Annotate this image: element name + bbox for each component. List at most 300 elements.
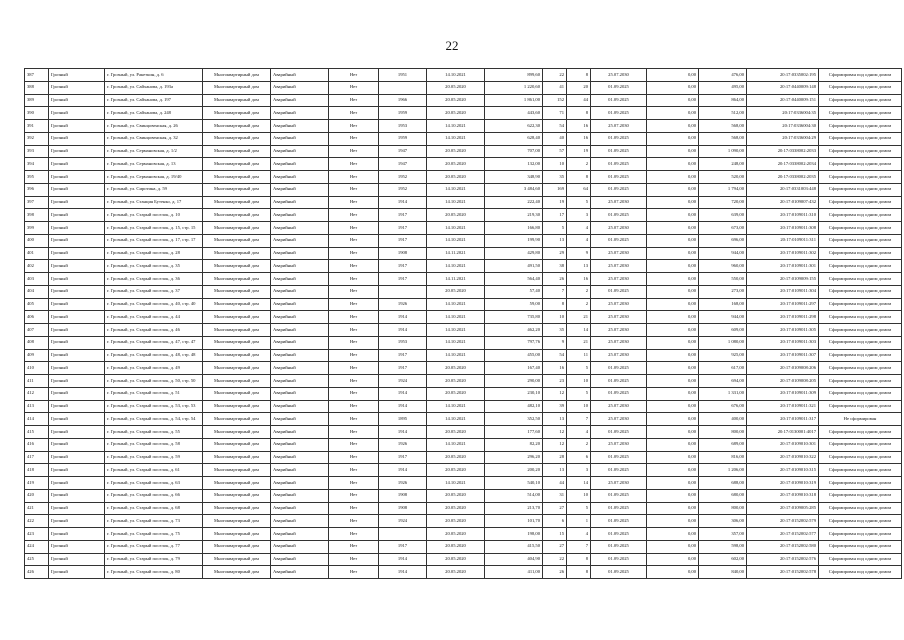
apartments-cell: 8	[567, 107, 591, 120]
building-type-cell: Многоквартирный дом	[203, 362, 271, 375]
resettlement-date-cell: 01.09.2025	[591, 171, 647, 184]
recognition-date-cell: 20.05.2020	[427, 158, 485, 171]
condition-cell: Аварийный	[271, 247, 329, 260]
condition-cell: Аварийный	[271, 298, 329, 311]
land-status-cell: Сформирован под одним домом	[819, 132, 902, 145]
cadastral-number-cell: 20:17:0109011:305	[747, 324, 819, 337]
page-number: 22	[445, 38, 459, 53]
residents-cell: 16	[543, 362, 567, 375]
address-cell: г. Грозный, ул. Старый поселок, д. 79	[105, 553, 203, 566]
building-type-cell: Многоквартирный дом	[203, 515, 271, 528]
land-area-cell: 602,00	[699, 553, 747, 566]
year-cell: 1917	[379, 209, 427, 222]
table-row	[25, 464, 902, 477]
flag-cell: Нет	[329, 464, 379, 477]
resettlement-date-cell: 01.09.2025	[591, 489, 647, 502]
land-area-cell: 568,00	[699, 120, 747, 133]
city-cell: Грозный	[49, 502, 105, 515]
residents-cell: 39	[543, 400, 567, 413]
area-cell: 348,90	[485, 171, 543, 184]
recognition-date-cell: 20.05.2020	[427, 528, 485, 541]
flag-cell: Нет	[329, 158, 379, 171]
land-area-cell: 306,00	[699, 515, 747, 528]
apartments-cell: 16	[567, 273, 591, 286]
table-row	[25, 362, 902, 375]
residents-cell: 169	[543, 183, 567, 196]
land-area-cell: 960,00	[699, 260, 747, 273]
year-cell: 1924	[379, 375, 427, 388]
resettlement-date-cell: 25.07.2030	[591, 477, 647, 490]
cadastral-number-cell: 20:17:0109010:318	[747, 489, 819, 502]
residents-cell: 35	[543, 171, 567, 184]
year-cell: 1953	[379, 336, 427, 349]
area-cell: 213,70	[485, 502, 543, 515]
amount-cell: 0,00	[647, 438, 699, 451]
recognition-date-cell: 20.05.2020	[427, 107, 485, 120]
address-cell: г. Грозный, ул. Свинцовенская, д. 26	[105, 120, 203, 133]
land-status-cell: Сформирован под одним домом	[819, 477, 902, 490]
apartments-cell: 14	[567, 477, 591, 490]
row-number-cell: 399	[25, 222, 49, 235]
year-cell	[379, 528, 427, 541]
resettlement-date-cell: 01.09.2025	[591, 540, 647, 553]
cadastral-number-cell: 20:17:0338002:2034	[747, 158, 819, 171]
land-area-cell: 598,00	[699, 540, 747, 553]
city-cell: Грозный	[49, 196, 105, 209]
residents-cell: 8	[543, 298, 567, 311]
condition-cell: Аварийный	[271, 336, 329, 349]
flag-cell: Нет	[329, 438, 379, 451]
year-cell: 1914	[379, 324, 427, 337]
row-number-cell: 387	[25, 69, 49, 82]
recognition-date-cell: 20.05.2020	[427, 145, 485, 158]
building-type-cell: Многоквартирный дом	[203, 183, 271, 196]
amount-cell: 0,00	[647, 273, 699, 286]
area-cell: 411,00	[485, 566, 543, 579]
apartments-cell: 16	[567, 132, 591, 145]
cadastral-number-cell: 20:17:0338002:2035	[747, 171, 819, 184]
amount-cell: 0,00	[647, 400, 699, 413]
cadastral-number-cell: 20:17:0130001:4017	[747, 426, 819, 439]
land-status-cell: Сформирован под одним домом	[819, 273, 902, 286]
building-type-cell: Многоквартирный дом	[203, 489, 271, 502]
resettlement-date-cell: 25.07.2030	[591, 438, 647, 451]
city-cell: Грозный	[49, 260, 105, 273]
cadastral-number-cell: 20:17:0440009:151	[747, 94, 819, 107]
land-status-cell: Сформирован под одним домом	[819, 145, 902, 158]
condition-cell: Аварийный	[271, 413, 329, 426]
residents-cell: 22	[543, 69, 567, 82]
amount-cell: 0,00	[647, 260, 699, 273]
residents-cell: 13	[543, 464, 567, 477]
address-cell: г. Грозный, ул. Сермановская, д. 19/40	[105, 171, 203, 184]
area-cell: 3 484,60	[485, 183, 543, 196]
residents-cell: 40	[543, 132, 567, 145]
residents-cell: 152	[543, 94, 567, 107]
condition-cell: Аварийный	[271, 515, 329, 528]
recognition-date-cell: 20.05.2020	[427, 94, 485, 107]
land-status-cell: Сформирован под одним домом	[819, 107, 902, 120]
table-row	[25, 285, 902, 298]
condition-cell: Аварийный	[271, 464, 329, 477]
apartments-cell: 4	[567, 222, 591, 235]
apartments-cell: 7	[567, 540, 591, 553]
address-cell: г. Грозный, ул. Старый поселок, д. 61	[105, 464, 203, 477]
area-cell: 899,60	[485, 69, 543, 82]
table-row	[25, 336, 902, 349]
area-cell: 404,90	[485, 553, 543, 566]
resettlement-date-cell: 01.09.2025	[591, 132, 647, 145]
address-cell: г. Грозный, ул. Старый поселок, д. 35	[105, 260, 203, 273]
resettlement-date-cell: 01.09.2025	[591, 81, 647, 94]
row-number-cell: 420	[25, 489, 49, 502]
amount-cell: 0,00	[647, 528, 699, 541]
area-cell: 230,10	[485, 387, 543, 400]
flag-cell: Нет	[329, 183, 379, 196]
year-cell: 1917	[379, 222, 427, 235]
table-row	[25, 489, 902, 502]
cadastral-number-cell: 20:17:0109007:432	[747, 196, 819, 209]
land-status-cell: Сформирован под одним домом	[819, 553, 902, 566]
cadastral-number-cell: 20:17:0152002:576	[747, 553, 819, 566]
condition-cell: Аварийный	[271, 566, 329, 579]
apartments-cell: 5	[567, 387, 591, 400]
flag-cell: Нет	[329, 400, 379, 413]
cadastral-number-cell: 20:17:0152002:580	[747, 540, 819, 553]
address-cell: г. Грозный, ул. Старый поселок, д. 36	[105, 273, 203, 286]
address-cell: г. Грозный, ул. Старый поселок, д. 40, стр. 40	[105, 298, 203, 311]
area-cell: 199,90	[485, 234, 543, 247]
year-cell: 1914	[379, 311, 427, 324]
resettlement-date-cell: 01.09.2025	[591, 528, 647, 541]
cadastral-number-cell: 20:17:0109011:310	[747, 209, 819, 222]
residents-cell: 29	[543, 247, 567, 260]
apartments-cell: 8	[567, 566, 591, 579]
recognition-date-cell: 20.05.2020	[427, 426, 485, 439]
condition-cell: Аварийный	[271, 400, 329, 413]
recognition-date-cell: 14.10.2021	[427, 234, 485, 247]
year-cell: 1914	[379, 387, 427, 400]
recognition-date-cell: 14.10.2021	[427, 69, 485, 82]
year-cell: 1917	[379, 273, 427, 286]
apartments-cell: 5	[567, 502, 591, 515]
condition-cell: Аварийный	[271, 183, 329, 196]
resettlement-date-cell: 01.09.2025	[591, 234, 647, 247]
cadastral-number-cell: 20:17:0109010:315	[747, 464, 819, 477]
land-area-cell: 720,00	[699, 196, 747, 209]
recognition-date-cell: 20.05.2020	[427, 464, 485, 477]
cadastral-number-cell: 20:17:0152002:577	[747, 528, 819, 541]
land-area-cell: 639,00	[699, 209, 747, 222]
amount-cell: 0,00	[647, 477, 699, 490]
address-cell: г. Грозный, ул. Старый поселок, д. 54, стр. 54	[105, 413, 203, 426]
flag-cell: Нет	[329, 349, 379, 362]
apartments-cell: 8	[567, 171, 591, 184]
area-cell: 1 220,60	[485, 81, 543, 94]
building-type-cell: Многоквартирный дом	[203, 107, 271, 120]
address-cell: г. Грозный, ул. Сайханова, д. 248	[105, 107, 203, 120]
apartments-cell: 64	[567, 183, 591, 196]
apartments-cell: 10	[567, 375, 591, 388]
year-cell: 1953	[379, 120, 427, 133]
row-number-cell: 419	[25, 477, 49, 490]
resettlement-date-cell: 25.07.2030	[591, 400, 647, 413]
condition-cell: Аварийный	[271, 171, 329, 184]
year-cell: 1914	[379, 464, 427, 477]
city-cell: Грозный	[49, 413, 105, 426]
building-type-cell: Многоквартирный дом	[203, 566, 271, 579]
address-cell: г. Грозный, ул. Старый поселок, д. 50, стр. 50	[105, 375, 203, 388]
table-row	[25, 400, 902, 413]
recognition-date-cell: 20.05.2020	[427, 362, 485, 375]
year-cell: 1917	[379, 451, 427, 464]
recognition-date-cell: 20.05.2020	[427, 387, 485, 400]
amount-cell: 0,00	[647, 298, 699, 311]
land-status-cell: Сформирован под одним домом	[819, 349, 902, 362]
city-cell: Грозный	[49, 94, 105, 107]
cadastral-number-cell: 20:17:0109011:317	[747, 413, 819, 426]
address-cell: г. Грозный, ул. Старый поселок, д. 55	[105, 426, 203, 439]
recognition-date-cell: 20.05.2020	[427, 566, 485, 579]
flag-cell: Нет	[329, 298, 379, 311]
year-cell: 1914	[379, 196, 427, 209]
building-type-cell: Многоквартирный дом	[203, 324, 271, 337]
condition-cell: Аварийный	[271, 502, 329, 515]
land-area-cell: 694,00	[699, 375, 747, 388]
year-cell: 1926	[379, 298, 427, 311]
land-status-cell: Сформирован под одним домом	[819, 94, 902, 107]
address-cell: г. Грозный, ул. Старый поселок, д. 10	[105, 209, 203, 222]
amount-cell: 0,00	[647, 489, 699, 502]
condition-cell: Аварийный	[271, 387, 329, 400]
residents-cell: 6	[543, 515, 567, 528]
residents-cell: 44	[543, 477, 567, 490]
residents-cell: 54	[543, 120, 567, 133]
apartments-cell: 9	[567, 247, 591, 260]
flag-cell: Нет	[329, 540, 379, 553]
building-type-cell: Многоквартирный дом	[203, 464, 271, 477]
land-status-cell: Сформирован под одним домом	[819, 81, 902, 94]
residents-cell: 9	[543, 336, 567, 349]
area-cell: 198,00	[485, 528, 543, 541]
condition-cell: Аварийный	[271, 273, 329, 286]
recognition-date-cell: 20.05.2020	[427, 209, 485, 222]
amount-cell: 0,00	[647, 362, 699, 375]
table-row	[25, 324, 902, 337]
land-area-cell: 273,00	[699, 285, 747, 298]
land-area-cell: 495,00	[699, 81, 747, 94]
area-cell: 219,30	[485, 209, 543, 222]
city-cell: Грозный	[49, 528, 105, 541]
land-area-cell: 676,00	[699, 400, 747, 413]
cadastral-number-cell: 20:17:0109011:321	[747, 400, 819, 413]
residents-cell: 26	[543, 566, 567, 579]
condition-cell: Аварийный	[271, 260, 329, 273]
recognition-date-cell: 20.05.2020	[427, 515, 485, 528]
building-type-cell: Многоквартирный дом	[203, 298, 271, 311]
city-cell: Грозный	[49, 324, 105, 337]
building-type-cell: Многоквартирный дом	[203, 158, 271, 171]
table-row	[25, 413, 902, 426]
recognition-date-cell: 14.10.2021	[427, 413, 485, 426]
city-cell: Грозный	[49, 107, 105, 120]
row-number-cell: 405	[25, 298, 49, 311]
building-type-cell: Многоквартирный дом	[203, 477, 271, 490]
address-cell: г. Грозный, ул. Старый поселок, д. 15, стр. 15	[105, 222, 203, 235]
apartments-cell: 44	[567, 94, 591, 107]
condition-cell: Аварийный	[271, 158, 329, 171]
land-status-cell: Сформирован под одним домом	[819, 426, 902, 439]
building-type-cell: Многоквартирный дом	[203, 375, 271, 388]
table-row	[25, 311, 902, 324]
condition-cell: Аварийный	[271, 349, 329, 362]
land-area-cell: 400,00	[699, 413, 747, 426]
building-type-cell: Многоквартирный дом	[203, 260, 271, 273]
cadastral-number-cell: 20:17:0440009:148	[747, 81, 819, 94]
year-cell: 1917	[379, 234, 427, 247]
row-number-cell: 416	[25, 438, 49, 451]
resettlement-date-cell: 01.09.2025	[591, 107, 647, 120]
address-cell: г. Грозный, ул. Сермановская, д. 13	[105, 158, 203, 171]
apartments-cell: 4	[567, 234, 591, 247]
cadastral-number-cell: 20:17:0109008:206	[747, 362, 819, 375]
flag-cell: Нет	[329, 311, 379, 324]
condition-cell: Аварийный	[271, 94, 329, 107]
flag-cell: Нет	[329, 362, 379, 375]
resettlement-date-cell: 25.07.2030	[591, 196, 647, 209]
recognition-date-cell: 14.10.2021	[427, 183, 485, 196]
address-cell: г. Грозный, ул. Старый поселок, д. 51	[105, 387, 203, 400]
area-cell: 352,50	[485, 413, 543, 426]
resettlement-date-cell: 01.09.2025	[591, 209, 647, 222]
resettlement-date-cell: 25.07.2030	[591, 298, 647, 311]
address-cell: г. Грозный, ул. Старый поселок, д. 44	[105, 311, 203, 324]
land-area-cell: 689,00	[699, 438, 747, 451]
address-cell: г. Грозный, ул. Сермановская, д. 1/2	[105, 145, 203, 158]
flag-cell: Нет	[329, 489, 379, 502]
resettlement-date-cell: 01.09.2025	[591, 375, 647, 388]
year-cell: 1959	[379, 107, 427, 120]
address-cell: г. Грозный, ул. Ракеткин, д. 6	[105, 69, 203, 82]
city-cell: Грозный	[49, 145, 105, 158]
address-cell: г. Грозный, ул. Старый поселок, д. 59	[105, 451, 203, 464]
recognition-date-cell: 14.10.2021	[427, 120, 485, 133]
city-cell: Грозный	[49, 375, 105, 388]
city-cell: Грозный	[49, 477, 105, 490]
condition-cell: Аварийный	[271, 528, 329, 541]
row-number-cell: 395	[25, 171, 49, 184]
area-cell: 166,80	[485, 222, 543, 235]
address-cell: г. Грозный, ул. Старый поселок, д. 28	[105, 247, 203, 260]
recognition-date-cell: 20.05.2020	[427, 502, 485, 515]
building-type-cell: Многоквартирный дом	[203, 502, 271, 515]
city-cell: Грозный	[49, 81, 105, 94]
building-type-cell: Многоквартирный дом	[203, 94, 271, 107]
resettlement-date-cell: 25.07.2030	[591, 324, 647, 337]
flag-cell: Нет	[329, 566, 379, 579]
flag-cell: Нет	[329, 413, 379, 426]
land-status-cell: Сформирован под одним домом	[819, 120, 902, 133]
land-area-cell: 800,00	[699, 502, 747, 515]
building-type-cell: Многоквартирный дом	[203, 120, 271, 133]
resettlement-date-cell: 01.09.2025	[591, 502, 647, 515]
address-cell: г. Грозный, ул. Старый поселок, д. 17, стр. 17	[105, 234, 203, 247]
table-row	[25, 540, 902, 553]
residents-cell: 7	[543, 285, 567, 298]
recognition-date-cell: 14.11.2021	[427, 247, 485, 260]
amount-cell: 0,00	[647, 566, 699, 579]
cadastral-number-cell: 20:17:0109008:205	[747, 375, 819, 388]
amount-cell: 0,00	[647, 81, 699, 94]
area-cell: 735,80	[485, 311, 543, 324]
apartments-cell: 3	[567, 209, 591, 222]
table-row	[25, 260, 902, 273]
row-number-cell: 408	[25, 336, 49, 349]
resettlement-date-cell: 01.09.2025	[591, 183, 647, 196]
resettlement-date-cell: 25.07.2030	[591, 260, 647, 273]
flag-cell: Нет	[329, 94, 379, 107]
city-cell: Грозный	[49, 362, 105, 375]
cadastral-number-cell: 20:17:0109010:301	[747, 438, 819, 451]
address-cell: г. Грозный, ул. Старый поселок, д. 68	[105, 502, 203, 515]
land-status-cell: Сформирован под одним домом	[819, 196, 902, 209]
area-cell: 200,20	[485, 464, 543, 477]
condition-cell: Аварийный	[271, 234, 329, 247]
recognition-date-cell: 14.10.2021	[427, 336, 485, 349]
apartments-cell: 11	[567, 349, 591, 362]
resettlement-date-cell: 01.09.2025	[591, 451, 647, 464]
city-cell: Грозный	[49, 464, 105, 477]
city-cell: Грозный	[49, 234, 105, 247]
cadastral-number-cell: 20:17:0152002:579	[747, 515, 819, 528]
condition-cell: Аварийный	[271, 324, 329, 337]
land-status-cell: Сформирован под одним домом	[819, 311, 902, 324]
condition-cell: Аварийный	[271, 222, 329, 235]
condition-cell: Аварийный	[271, 132, 329, 145]
residents-cell: 71	[543, 107, 567, 120]
row-number-cell: 426	[25, 566, 49, 579]
residents-cell: 12	[543, 438, 567, 451]
apartments-cell: 21	[567, 311, 591, 324]
resettlement-date-cell: 25.07.2030	[591, 349, 647, 362]
year-cell: 1908	[379, 247, 427, 260]
building-type-cell: Многоквартирный дом	[203, 69, 271, 82]
land-status-cell: Сформирован под одним домом	[819, 260, 902, 273]
land-area-cell: 512,00	[699, 107, 747, 120]
area-cell: 296,20	[485, 451, 543, 464]
amount-cell: 0,00	[647, 69, 699, 82]
amount-cell: 0,00	[647, 502, 699, 515]
row-number-cell: 407	[25, 324, 49, 337]
city-cell: Грозный	[49, 400, 105, 413]
resettlement-date-cell: 01.09.2025	[591, 566, 647, 579]
land-status-cell: Сформирован под одним домом	[819, 324, 902, 337]
address-cell: г. Грозный, ул. Старый поселок, д. 53, стр. 53	[105, 400, 203, 413]
residents-cell: 28	[543, 451, 567, 464]
land-status-cell: Сформирован под одним домом	[819, 209, 902, 222]
table-body	[25, 69, 902, 579]
flag-cell: Нет	[329, 145, 379, 158]
address-cell: г. Грозный, ул. Старый поселок, д. 49	[105, 362, 203, 375]
recognition-date-cell: 14.10.2021	[427, 438, 485, 451]
land-area-cell: 944,00	[699, 311, 747, 324]
recognition-date-cell: 14.11.2021	[427, 273, 485, 286]
land-status-cell: Сформирован под одним домом	[819, 375, 902, 388]
amount-cell: 0,00	[647, 451, 699, 464]
city-cell: Грозный	[49, 183, 105, 196]
building-type-cell: Многоквартирный дом	[203, 209, 271, 222]
row-number-cell: 394	[25, 158, 49, 171]
